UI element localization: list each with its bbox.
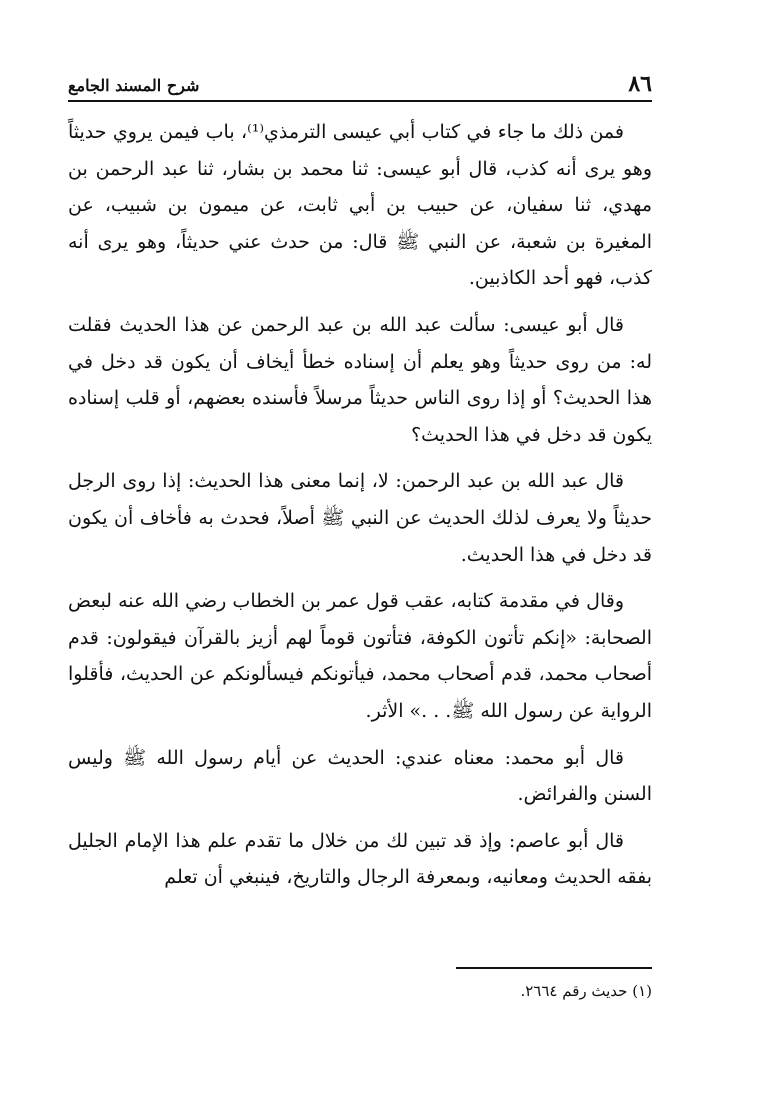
paragraph: فمن ذلك ما جاء في كتاب أبي عيسى الترمذي⁽¹⁾، باب فيمن يروي حديثاً وهو يرى أنه كذب، قال أبو عيسى: ثنا محمد بن بشار، ثنا عبد الرحمن بن مهدي، ثنا سفيان، عن حبيب بن أبي ثابت، عن ميمون بن شبيب، عن المغيرة بن شعبة، عن النبي ﷺ قال: من حدث عني حديثاً، وهو يرى أنه كذب، فهو أحد الكاذبين. — [68, 121, 652, 290]
footnote-divider — [456, 967, 652, 969]
book-page — [68, 70, 652, 1070]
paragraph: قال أبو عيسى: سألت عبد الله بن عبد الرحمن عن هذا الحديث فقلت له: من روى حديثاً وهو يعلم أن إسناده خطأ أيخاف أن يكون قد دخل في هذا الحديث؟ أو إذا روى الناس حديثاً مرسلاً فأسنده بعضهم، أو قلب إسناده يكون قد دخل في هذا الحديث؟ — [68, 313, 652, 446]
paragraph: قال عبد الله بن عبد الرحمن: لا، إنما معنى هذا الحديث: إذا روى الرجل حديثاً ولا يعرف لذلك الحديث عن النبي ﷺ أصلاً، فحدث به فأخاف أن يكون قد دخل في هذا الحديث. — [68, 470, 652, 566]
footnote: (١) حديث رقم ٢٦٦٤. — [520, 982, 652, 1000]
page-number: ٨٦ — [628, 71, 652, 97]
page-body — [68, 114, 652, 906]
page-header — [68, 70, 652, 102]
paragraph: قال أبو محمد: معناه عندي: الحديث عن أيام رسول الله ﷺ وليس السنن والفرائض. — [68, 746, 652, 806]
running-title: شرح المسند الجامع — [68, 76, 200, 95]
paragraph: قال أبو عاصم: وإذ قد تبين لك من خلال ما تقدم علم هذا الإمام الجليل بفقه الحديث ومعانيه، وبمعرفة الرجال والتاريخ، فينبغي أن تعلم — [68, 829, 652, 889]
paragraph: وقال في مقدمة كتابه، عقب قول عمر بن الخطاب رضي الله عنه لبعض الصحابة: «إنكم تأتون الكوفة، فتأتون قوماً لهم أزيز بالقرآن فيقولون: قدم أصحاب محمد، قدم أصحاب محمد، فيأتونكم فيسألونكم عن الحديث، فأقلوا الرواية عن رسول الله ﷺ. . .» الأثر. — [68, 590, 652, 722]
